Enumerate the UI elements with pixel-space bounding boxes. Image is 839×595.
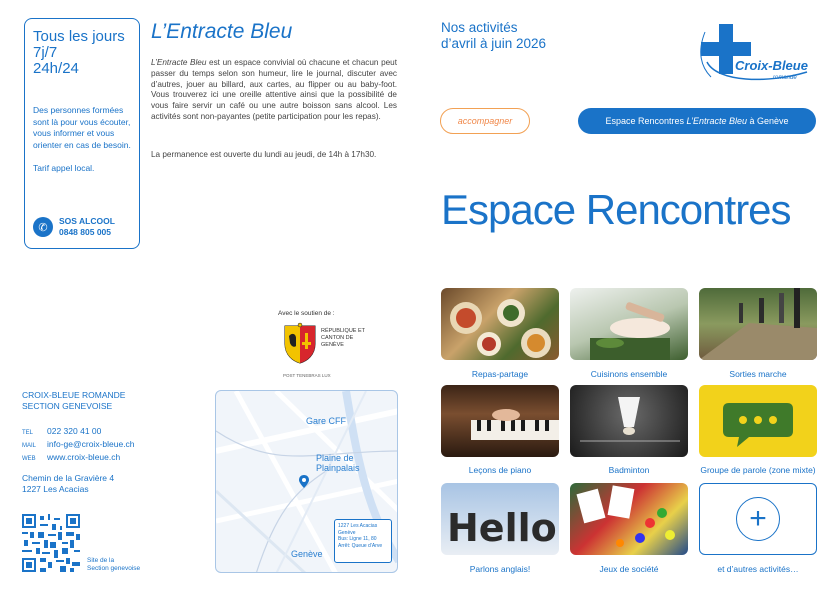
entracte-title: L’Entracte Bleu bbox=[151, 20, 293, 43]
svg-text:Croix-Bleue: Croix-Bleue bbox=[735, 58, 808, 73]
hours-line-3: 24h/24 bbox=[33, 60, 79, 77]
svg-text:Hello: Hello bbox=[447, 506, 557, 550]
sos-number: 0848 805 005 bbox=[59, 227, 111, 237]
map-info-line-2: Genève bbox=[338, 529, 356, 536]
sos-label: SOS ALCOOL bbox=[59, 216, 115, 226]
entracte-description bbox=[151, 58, 397, 123]
accompagner-pill[interactable]: accompagner bbox=[440, 108, 530, 134]
address-line-1: Chemin de la Gravière 4 bbox=[22, 473, 115, 483]
shuttlecock-photo bbox=[570, 385, 688, 457]
svg-text:romande: romande bbox=[773, 75, 797, 81]
map-label-gare: Gare CFF bbox=[306, 416, 347, 426]
location-pin-icon bbox=[299, 475, 309, 488]
map-info-line-1: 1227 Les Acacias bbox=[338, 523, 378, 529]
hours-tarif: Tarif appel local. bbox=[33, 163, 95, 173]
more-activities-tile[interactable] bbox=[699, 483, 817, 555]
address-line-2: 1227 Les Acacias bbox=[22, 484, 89, 494]
support-label: Avec le soutien de : bbox=[278, 310, 335, 317]
map-info-box bbox=[334, 519, 392, 563]
activities-period bbox=[441, 20, 546, 52]
tile-label-badminton: Badminton bbox=[608, 465, 650, 475]
hours-description: Des personnes formées sont là pour vous écouter, vous informer et vous orienter en cas de besoin. bbox=[33, 105, 131, 150]
map-label-geneve: Genève bbox=[291, 549, 323, 559]
hours-line-2: 7j/7 bbox=[33, 44, 58, 61]
board-games-photo bbox=[570, 483, 688, 555]
tel-label: TEL bbox=[22, 430, 34, 436]
page-title: Espace Rencontres bbox=[441, 186, 791, 233]
tile-label-jeux: Jeux de société bbox=[599, 564, 659, 574]
tile-label-repas: Repas-partage bbox=[471, 369, 529, 379]
mail-link[interactable]: info-ge@croix-bleue.ch bbox=[47, 439, 135, 449]
mail-label: MAIL bbox=[22, 443, 37, 449]
pill-italic: L’Entracte Bleu bbox=[686, 116, 748, 126]
org-name: CROIX-BLEUE ROMANDE bbox=[22, 390, 126, 400]
qr-code[interactable] bbox=[22, 514, 80, 572]
sos-alcool[interactable] bbox=[33, 216, 115, 238]
walking-photo bbox=[699, 288, 817, 360]
hours-box bbox=[24, 18, 140, 249]
speech-bubble-photo bbox=[699, 385, 817, 457]
piano-photo bbox=[441, 385, 559, 457]
map-info-line-3: Bus: Ligne 11, 80 bbox=[338, 536, 377, 542]
croix-bleue-logo bbox=[697, 22, 819, 84]
hello-photo bbox=[441, 483, 559, 555]
tile-label-anglais: Parlons anglais! bbox=[469, 564, 531, 574]
hours-line-1: Tous les jours bbox=[33, 28, 125, 45]
map-label-plainpalais: Plaine de Plainpalais bbox=[316, 453, 360, 473]
tile-label-piano: Leçons de piano bbox=[468, 465, 532, 475]
pill-prefix: Espace Rencontres bbox=[605, 116, 687, 126]
cooking-photo bbox=[570, 288, 688, 360]
entracte-name-italic: L’Entracte Bleu bbox=[151, 58, 207, 67]
food-photo bbox=[441, 288, 559, 360]
web-link[interactable]: www.croix-bleue.ch bbox=[47, 452, 121, 462]
canton-motto: POST TENEBRAS LUX bbox=[283, 373, 331, 378]
phone-icon: ✆ bbox=[33, 217, 53, 237]
web-label: WEB bbox=[22, 456, 36, 462]
activities-line-2: d’avril à juin 2026 bbox=[441, 36, 547, 51]
canton-name: RÉPUBLIQUE ET CANTON DE GENÈVE bbox=[321, 328, 365, 348]
org-section: SECTION GENEVOISE bbox=[22, 401, 113, 411]
espace-rencontres-pill[interactable] bbox=[578, 108, 816, 134]
entracte-description-text: est un espace convivial où chacune et chacun peut passer du temps selon son humeur, lire le journal, discuter avec d’autres, jouer au billard, aux cartes, au flipper ou au baby-foot. Vous trouverez ici une oreille attentive ainsi que la possibilité de vous faire servir un café ou une autre boisson sans alcool. Les activités sont non-payantes (petite participation pour les repas). bbox=[151, 58, 398, 121]
geneva-crest-icon bbox=[283, 322, 317, 364]
tile-label-cuisinons: Cuisinons ensemble bbox=[590, 369, 668, 379]
plus-icon: + bbox=[736, 497, 780, 541]
tile-label-groupe: Groupe de parole (zone mixte) bbox=[700, 465, 816, 475]
map-info-line-4: Arrêt: Queue d’Arve bbox=[338, 542, 383, 549]
tel-value[interactable]: 022 320 41 00 bbox=[47, 426, 102, 436]
activities-line-1: Nos activités bbox=[441, 20, 518, 35]
tile-label-sorties: Sorties marche bbox=[729, 369, 787, 379]
tile-label-autres: et d’autres activités… bbox=[717, 564, 799, 574]
qr-caption-line-2: Section genevoise bbox=[87, 565, 141, 572]
opening-hours-text: La permanence est ouverte du lundi au jeudi, de 14h à 17h30. bbox=[151, 150, 377, 159]
qr-caption bbox=[87, 557, 140, 573]
contact-block bbox=[22, 390, 202, 495]
qr-caption-line-1: Site de la bbox=[87, 557, 115, 564]
pill-suffix: à Genève bbox=[747, 116, 789, 126]
location-map[interactable] bbox=[215, 390, 398, 573]
